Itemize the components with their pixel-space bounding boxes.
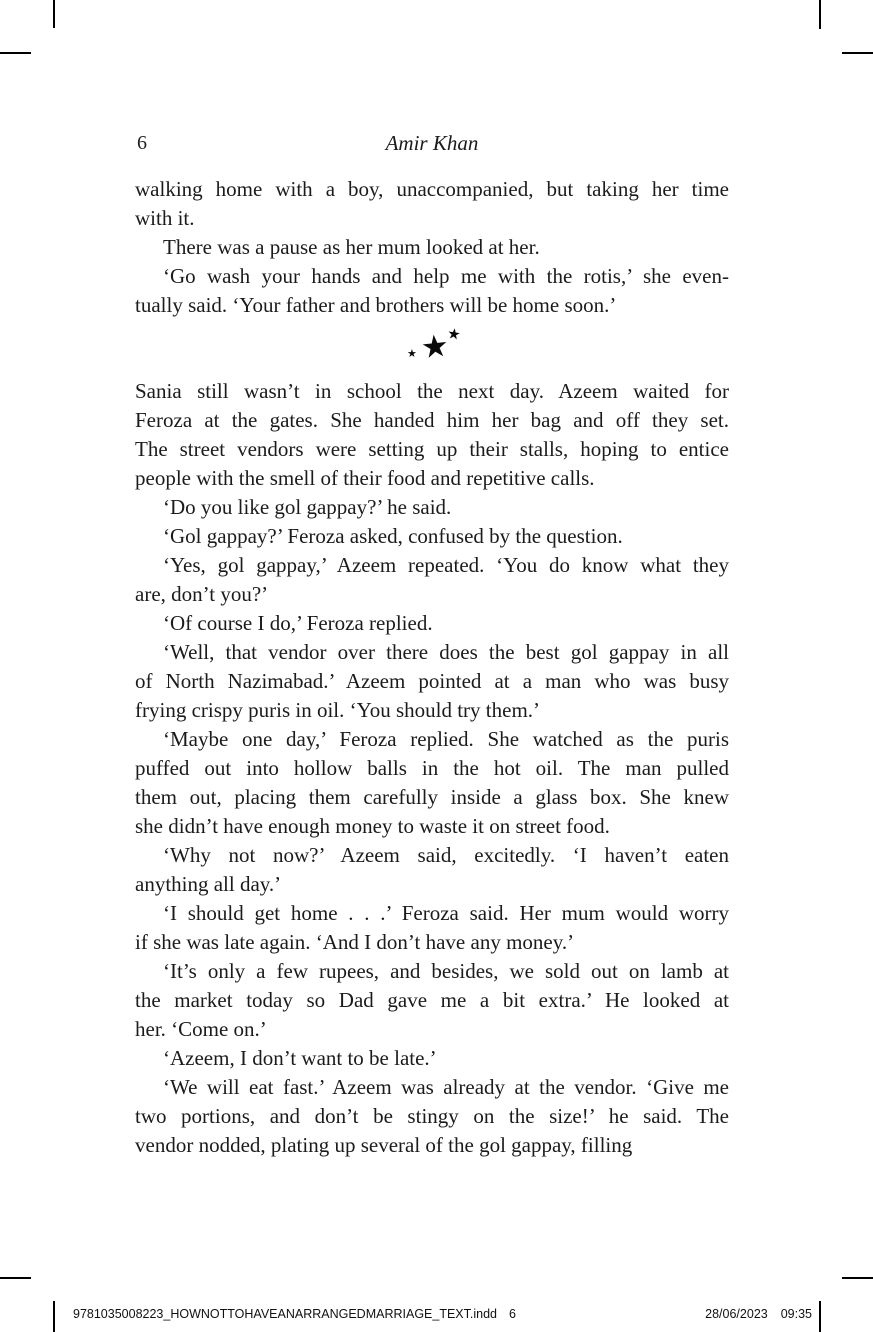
text-line: people with the smell of their food and repetitive calls. xyxy=(135,466,595,490)
text-line: ‘It’s only a few rupees, and besides, we sold out on lamb at xyxy=(163,959,729,983)
text-line: There was a pause as her mum looked at her. xyxy=(163,235,540,259)
text-line: two portions, and don’t be stingy on the size!’ he said. The xyxy=(135,1104,729,1128)
text-line: ‘Why not now?’ Azeem said, excitedly. ‘I haven’t eaten xyxy=(163,843,729,867)
crop-mark-top-right-horizontal xyxy=(842,52,873,54)
text-line: ‘Maybe one day,’ Feroza replied. She watched as the puris xyxy=(163,727,729,751)
text-line: ‘We will eat fast.’ Azeem was already at the vendor. ‘Give me xyxy=(163,1075,729,1099)
page-number: 6 xyxy=(137,132,147,154)
running-head-title: Amir Khan xyxy=(385,131,479,155)
text-line: ‘Of course I do,’ Feroza replied. xyxy=(163,611,433,635)
text-line: ‘Yes, gol gappay,’ Azeem repeated. ‘You do know what they xyxy=(163,553,729,577)
footer-page-number: 6 xyxy=(509,1307,516,1321)
running-head xyxy=(135,130,729,156)
star-icon: ★ xyxy=(419,327,451,366)
star-icon: ★ xyxy=(446,326,462,344)
text-line: ‘I should get home . . .’ Feroza said. Her mum would worry xyxy=(163,901,729,925)
text-line: Sania still wasn’t in school the next day. Azeem waited for xyxy=(135,379,729,403)
crop-mark-top-left-vertical xyxy=(53,0,55,28)
text-line: them out, placing them carefully inside a glass box. She knew xyxy=(135,785,729,809)
text-line: with it. xyxy=(135,206,195,230)
text-line: walking home with a boy, unaccompanied, but taking her time xyxy=(135,177,729,201)
footer-date: 28/06/2023 xyxy=(705,1307,768,1321)
text-line: anything all day.’ xyxy=(135,872,282,896)
text-line: Feroza at the gates. She handed him her bag and off they set. xyxy=(135,408,729,432)
section-break-ornament xyxy=(135,328,729,374)
crop-mark-bottom-left-horizontal xyxy=(0,1277,31,1279)
footer-slug xyxy=(0,1306,873,1324)
text-line: she didn’t have enough money to waste it on street food. xyxy=(135,814,610,838)
text-line: are, don’t you?’ xyxy=(135,582,269,606)
text-line: ‘Do you like gol gappay?’ he said. xyxy=(163,495,452,519)
star-icon: ★ xyxy=(407,348,417,360)
text-line: The street vendors were setting up their stalls, hoping to entice xyxy=(135,437,729,461)
text-line: tually said. ‘Your father and brothers will be home soon.’ xyxy=(135,293,617,317)
text-line: frying crispy puris in oil. ‘You should try them.’ xyxy=(135,698,541,722)
text-line: the market today so Dad gave me a bit extra.’ He looked at xyxy=(135,988,729,1012)
footer-datetime-group xyxy=(705,1306,812,1322)
text-line: ‘Azeem, I don’t want to be late.’ xyxy=(163,1046,437,1070)
footer-filename-group xyxy=(73,1306,516,1322)
crop-mark-top-left-horizontal xyxy=(0,52,31,54)
footer-time: 09:35 xyxy=(780,1307,812,1321)
crop-mark-top-right-vertical xyxy=(819,0,821,29)
text-line: her. ‘Come on.’ xyxy=(135,1017,267,1041)
text-line: ‘Go wash your hands and help me with the rotis,’ she even- xyxy=(163,264,729,288)
text-line: vendor nodded, plating up several of the gol gappay, filling xyxy=(135,1133,633,1157)
crop-mark-bottom-right-horizontal xyxy=(842,1277,873,1279)
body-section-1 xyxy=(135,175,729,320)
text-line: ‘Gol gappay?’ Feroza asked, confused by the question. xyxy=(163,524,623,548)
footer-filename: 9781035008223_HOWNOTTOHAVEANARRANGEDMARRIAGE_TEXT.indd xyxy=(73,1307,498,1321)
text-line: if she was late again. ‘And I don’t have any money.’ xyxy=(135,930,575,954)
body-section-2 xyxy=(135,377,729,1160)
text-line: puffed out into hollow balls in the hot oil. The man pulled xyxy=(135,756,729,780)
text-line: ‘Well, that vendor over there does the best gol gappay in all xyxy=(163,640,729,664)
text-line: of North Nazimabad.’ Azeem pointed at a man who was busy xyxy=(135,669,729,693)
